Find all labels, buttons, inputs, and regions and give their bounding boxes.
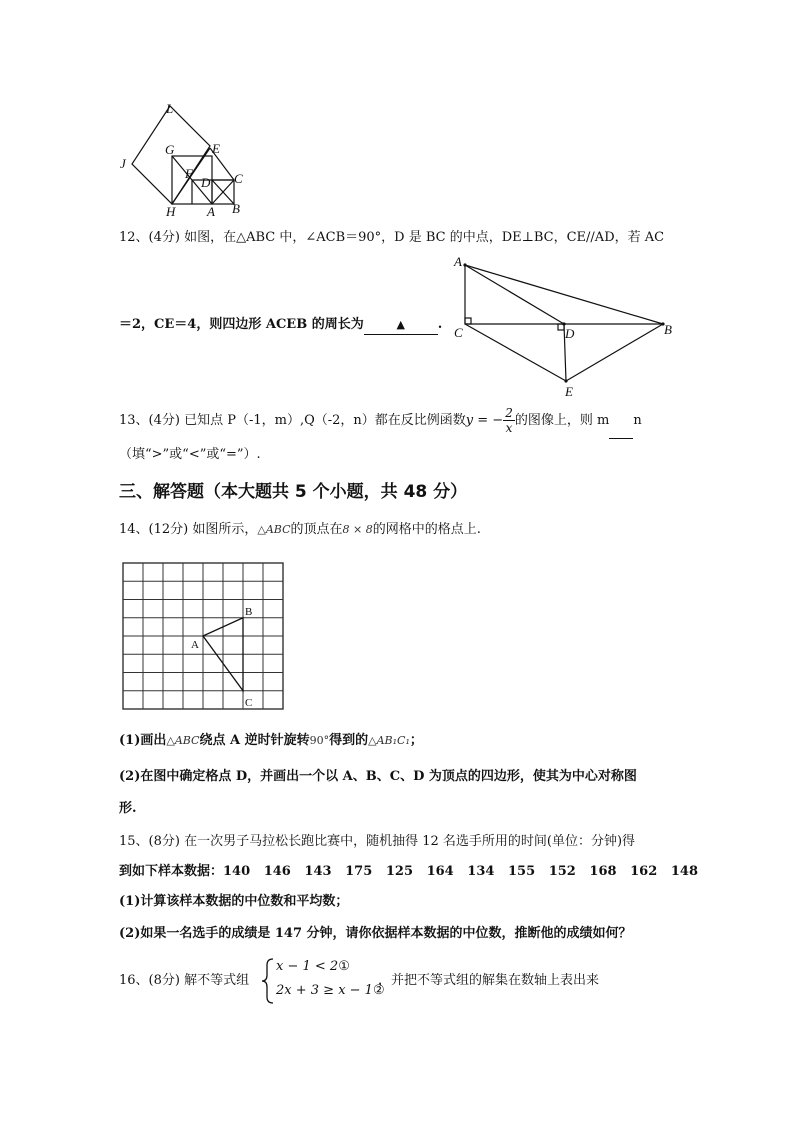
q14-p1-end: ； [409, 733, 423, 748]
q14-grid: 8 × 8 [342, 523, 373, 536]
label-D: D [201, 175, 211, 190]
q14-part2-line2: 形. [119, 801, 137, 816]
q12-label-B: B [664, 322, 672, 337]
q13-line1 [119, 404, 642, 439]
q13-line2: （填“>”或“<”或“=”）. [119, 447, 261, 462]
q16-mark2: ② [372, 983, 385, 998]
label-B: B [232, 201, 240, 216]
q14-prefix: 14、(12分) 如图所示， [119, 522, 258, 537]
label-G: G [165, 142, 175, 157]
label-E: E [212, 141, 220, 156]
q15-part1: (1)计算该样本数据的中位数和平均数； [119, 894, 349, 909]
q14-p1-angle: 90° [309, 734, 330, 747]
q12-line2-suffix: . [437, 317, 443, 332]
q13-answer-blank [609, 404, 633, 439]
label-J: J [120, 156, 126, 171]
q12-line1: 12、(4分) 如图，在△ABC 中，∠ACB＝90°，D 是 BC 的中点，DE⊥BC，CE//AD，若 AC [119, 230, 665, 245]
q16-ineq1 [276, 958, 350, 976]
q12-line2-prefix: ＝2，CE＝4，则四边形 ACEB 的周长为 [119, 317, 364, 332]
q14-grid-figure [120, 560, 286, 715]
label-L: L [166, 101, 174, 116]
q13-frac-den: x [505, 421, 513, 435]
q16-prefix: 16、(8分) 解不等式组 [119, 973, 250, 988]
q14-part1 [119, 732, 423, 750]
q12-label-C: C [454, 325, 463, 340]
q14-p1-mid2: 得到的 [329, 733, 369, 748]
q14-p1-prefix: (1)画出 [119, 733, 167, 748]
q12-label-E: E [565, 384, 573, 399]
q12-blank-mark: ▲ [396, 318, 405, 331]
q13-y-eq: y = − [465, 413, 504, 428]
q12-line2 [119, 316, 442, 335]
q13-fraction [503, 406, 515, 435]
q14-p1-mid: 绕点 A 逆时针旋转 [199, 733, 310, 748]
q14-label-B: B [245, 606, 253, 618]
q12-answer-blank [364, 316, 438, 335]
q15-part2: (2)如果一名选手的成绩是 147 分钟，请你依据样本数据的中位数，推断他的成绩如何？ [119, 926, 632, 941]
q14-suffix: 的网格中的格点上. [372, 522, 481, 537]
label-F: F [185, 166, 193, 181]
q15-line1: 15、(8分) 在一次男子马拉松长跑比赛中，随机抽得 12 名选手所用的时间(单位：分钟)得 [119, 834, 636, 849]
q14-label-A: A [191, 639, 199, 651]
q14-line1 [119, 521, 481, 539]
label-C: C [234, 171, 243, 186]
q14-p1-tri2: △AB₁C₁ [368, 734, 410, 747]
q16-suffix: ，并把不等式组的解集在数轴上表出来 [378, 973, 600, 988]
q14-label-C: C [245, 697, 253, 709]
q11-figure [110, 96, 250, 221]
q14-part2-line1: (2)在图中确定格点 D，并画出一个以 A、B、C、D 为顶点的四边形，使其为中心对称图 [119, 769, 637, 784]
q12-figure [448, 254, 684, 400]
section3-title: 三、解答题（本大题共 5 个小题，共 48 分） [119, 482, 468, 502]
label-H: H [166, 204, 176, 219]
q14-p1-tri: △ABC [166, 734, 200, 747]
q13-frac-num: 2 [505, 406, 513, 420]
q15-line2: 到如下样本数据：140 146 143 175 125 164 134 155 152 168 162 148 [119, 864, 698, 879]
q16-brace [261, 957, 275, 1005]
q12-label-A: A [454, 254, 462, 269]
label-A: A [207, 204, 215, 219]
q12-label-D: D [565, 326, 575, 341]
q14-mid: 的顶点在 [290, 522, 343, 537]
q16-ineq2-text: 2x + 3 ≥ x − 1 [276, 983, 373, 998]
q13-prefix: 13、(4分) 已知点 P（-1，m）,Q（-2，n）都在反比例函数 [119, 413, 466, 428]
q13-end: n [633, 413, 642, 428]
q13-suffix: 的图像上，则 m [514, 413, 610, 428]
q16-ineq1-text: x − 1 < 2 [276, 959, 339, 974]
q14-tri: △ABC [257, 523, 291, 536]
q16-ineq2 [276, 982, 385, 1000]
q16-mark1: ① [338, 959, 350, 974]
